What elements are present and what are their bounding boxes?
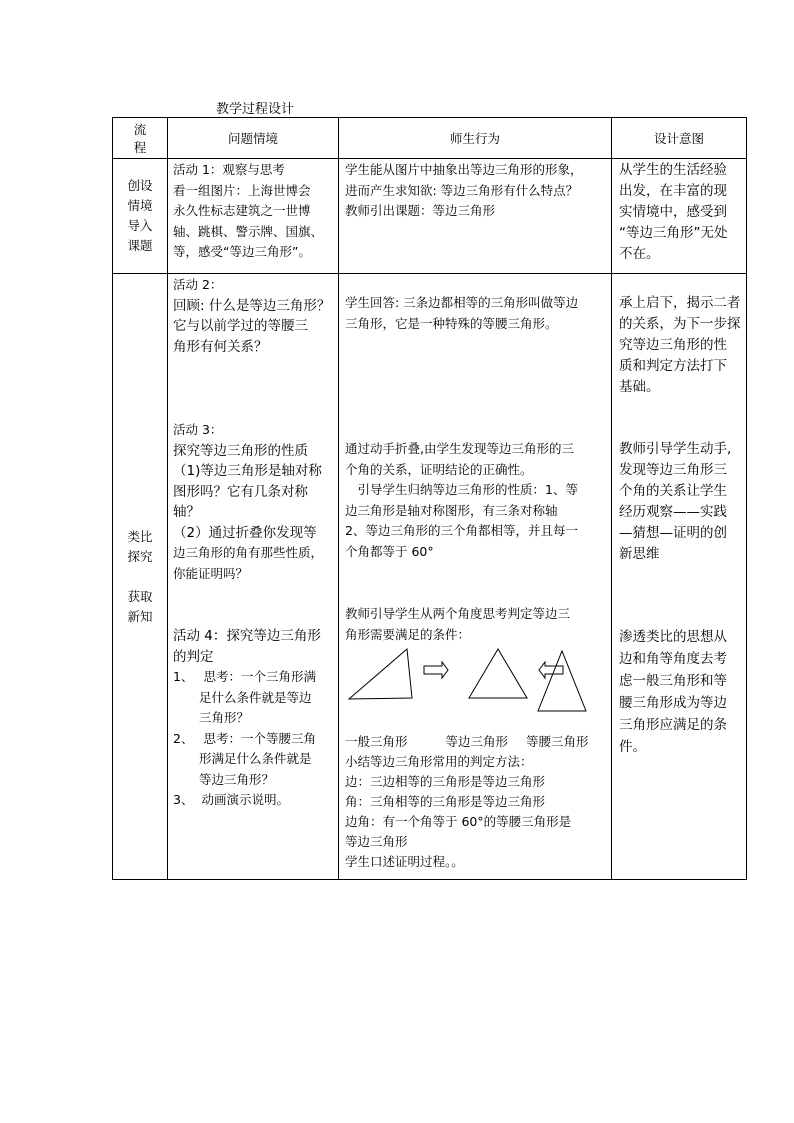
text-line: 教师引出课题：等边三角形	[345, 203, 496, 218]
text-line: 边：三边相等的三角形是等边三角形	[345, 774, 546, 789]
text-line: 学生能从图片中抽象出等边三角形的形象，	[345, 162, 583, 177]
list-item	[173, 729, 321, 750]
triangle-labels	[345, 732, 589, 753]
text-line: 腰三角形成为等边	[619, 695, 727, 711]
text-line: 边三角形是轴对称图形，有三条对称轴	[345, 502, 558, 518]
text-line: 2、等边三角形的三个角都相等，并且每一	[345, 523, 578, 538]
text-line: 学生回答: 三条边都相等的三角形叫做等边	[345, 295, 579, 310]
section-title: 教学过程设计	[216, 102, 295, 117]
text-line: 活动 4：探究等边三角形	[173, 628, 321, 644]
text-line: （2）通过折叠你发现等	[173, 524, 317, 541]
text-line: 个角都等于 60°	[345, 543, 434, 559]
text-line: （1)等边三角形是轴对称	[173, 463, 322, 479]
text-line: 活动 2：	[173, 277, 223, 292]
teacher-cell-intro	[339, 159, 612, 274]
text-line: 经历观察——实践	[619, 504, 727, 520]
text-line: 图形吗？它有几条对称	[173, 483, 308, 500]
text-line: 活动 3：	[173, 422, 223, 437]
text-line: 出发，在丰富的现	[619, 183, 727, 199]
lesson-process-table	[112, 117, 747, 880]
table-row	[113, 159, 747, 274]
text-line: 新思维	[619, 546, 660, 562]
text-line: 等边三角形	[345, 834, 408, 849]
text-line: 探究等边三角形的性质	[173, 442, 308, 459]
text-line: 足什么条件就是等边	[199, 689, 312, 705]
text-line: 究等边三角形的性	[619, 337, 727, 353]
activity-3	[173, 420, 323, 584]
header-problem: 问题情境	[168, 118, 339, 159]
flow-cell-explore	[113, 274, 168, 880]
item-number: 2、	[173, 730, 194, 746]
flow-text: 创设	[127, 178, 153, 193]
text-line: 件。	[619, 739, 646, 755]
text-line: 思考：一个三角形满	[203, 669, 316, 684]
text-line: 承上启下，揭示二者	[619, 295, 741, 311]
text-line: 从学生的生活经验	[619, 162, 727, 178]
flow-text: 探究	[127, 548, 153, 564]
general-triangle	[349, 649, 412, 699]
list-item	[173, 790, 321, 811]
activity-4	[173, 626, 321, 811]
text-line: 虑一般三角形和等	[619, 673, 727, 689]
flow-text: 情境	[127, 198, 153, 213]
text-line: 三角形？	[199, 710, 250, 725]
flow-text: 获取	[127, 588, 153, 604]
intent-cell-activities	[612, 274, 747, 880]
problem-cell-activity-1	[168, 159, 339, 274]
text-line: —猜想—证明的创	[619, 525, 727, 541]
text-line: 渗透类比的思想从	[619, 629, 727, 645]
text-line: 形满足什么条件就是	[199, 751, 312, 766]
intent-3	[619, 439, 731, 565]
text-line: 回顾: 什么是等边三角形？	[173, 297, 331, 314]
text-line: 三角形，它是一种特殊的等腰三角形。	[345, 315, 558, 331]
text-line: 引导学生归纳等边三角形的性质：1、等	[345, 482, 578, 497]
triangle-label: 等边三角形	[445, 734, 509, 749]
text-line: 轴、跳棋、警示牌、国旗、	[173, 223, 324, 239]
text-line: “等边三角形”无处	[619, 225, 728, 241]
teacher-summary-4	[345, 752, 571, 872]
triangle-label: 一般三角形	[345, 734, 408, 749]
list-item	[173, 667, 321, 688]
text-line: 角形有何关系？	[173, 338, 268, 355]
intent-cell-intro	[612, 159, 747, 274]
text-line: 角形需要满足的条件：	[345, 626, 471, 642]
text-line: 质和判定方法打下	[619, 358, 727, 374]
text-line: 它与以前学过的等腰三	[173, 318, 308, 334]
item-number: 1、	[173, 669, 194, 684]
text-line: 的关系，为下一步探	[619, 316, 741, 332]
activity-2	[173, 275, 330, 357]
flow-text: 类比	[127, 528, 153, 544]
header-intent: 设计意图	[612, 118, 747, 159]
item-number: 3、	[173, 792, 194, 807]
text-line: 基础。	[619, 379, 660, 395]
problem-cell-activities	[168, 274, 339, 880]
intent-2	[619, 293, 741, 398]
header-flow	[113, 118, 168, 159]
text-line: 角：三角相等的三角形是等边三角形	[345, 794, 546, 809]
text-line: 动画演示说明。	[201, 792, 289, 807]
text-line: 三角形应满足的条	[619, 717, 727, 733]
text-line: 等边三角形？	[199, 771, 275, 787]
text-line: 等，感受“等边三角形”。	[173, 244, 311, 259]
flow-text: 新知	[127, 608, 153, 624]
triangle-label: 等腰三角形	[526, 734, 589, 749]
text-line: 永久性标志建筑之一世博	[173, 203, 311, 218]
text-line: 个角的关系让学生	[619, 483, 727, 499]
text-line: 你能证明吗？	[173, 565, 249, 581]
table-row	[113, 274, 747, 880]
text-line: 个角的关系，证明结论的正确性。	[345, 461, 533, 477]
arrow-right-icon	[424, 662, 448, 678]
header-flow-line: 程	[133, 140, 147, 155]
header-teacher: 师生行为	[339, 118, 612, 159]
text-line: 的判定	[173, 648, 214, 665]
text-line: 教师引导学生动手,	[619, 441, 732, 457]
text-line: 发现等边三角形三	[619, 462, 727, 478]
text-line: 活动 1：观察与思考	[173, 162, 285, 177]
text-line: 不在。	[619, 246, 660, 262]
triangle-label-row	[345, 732, 589, 753]
teacher-cell-activities	[339, 274, 612, 880]
text-line: 边三角形的角有那些性质，	[173, 545, 324, 560]
text-line: 轴？	[173, 504, 200, 520]
text-line: 学生口述证明过程。。	[345, 854, 464, 869]
intent-4	[619, 626, 727, 758]
text-line: 思考：一个等腰三角	[203, 730, 316, 746]
text-line: 通过动手折叠,由学生发现等边三角形的三	[345, 441, 574, 456]
table-header-row	[113, 118, 747, 159]
flow-text: 课题	[127, 238, 153, 253]
text-line: 进而产生求知欲: 等边三角形有什么特点？	[345, 182, 579, 198]
flow-text: 导入	[127, 218, 153, 233]
isosceles-triangle	[538, 651, 586, 711]
text-line: 边角：有一个角等于 60°的等腰三角形是	[345, 814, 572, 829]
header-flow-line: 流	[133, 122, 147, 137]
text-line: 实情境中，感受到	[619, 204, 727, 220]
text-line: 教师引导学生从两个角度思考判定等边三	[345, 606, 571, 621]
text-line: 小结等边三角形常用的判定方法：	[345, 754, 533, 769]
arrow-left-icon	[539, 662, 563, 678]
equilateral-triangle	[469, 649, 527, 698]
flow-cell-intro	[113, 159, 168, 274]
flow-spacer	[113, 567, 167, 587]
text-line: 看一组图片：上海世博会	[173, 182, 311, 198]
text-line: 边和角等角度去考	[619, 651, 727, 667]
